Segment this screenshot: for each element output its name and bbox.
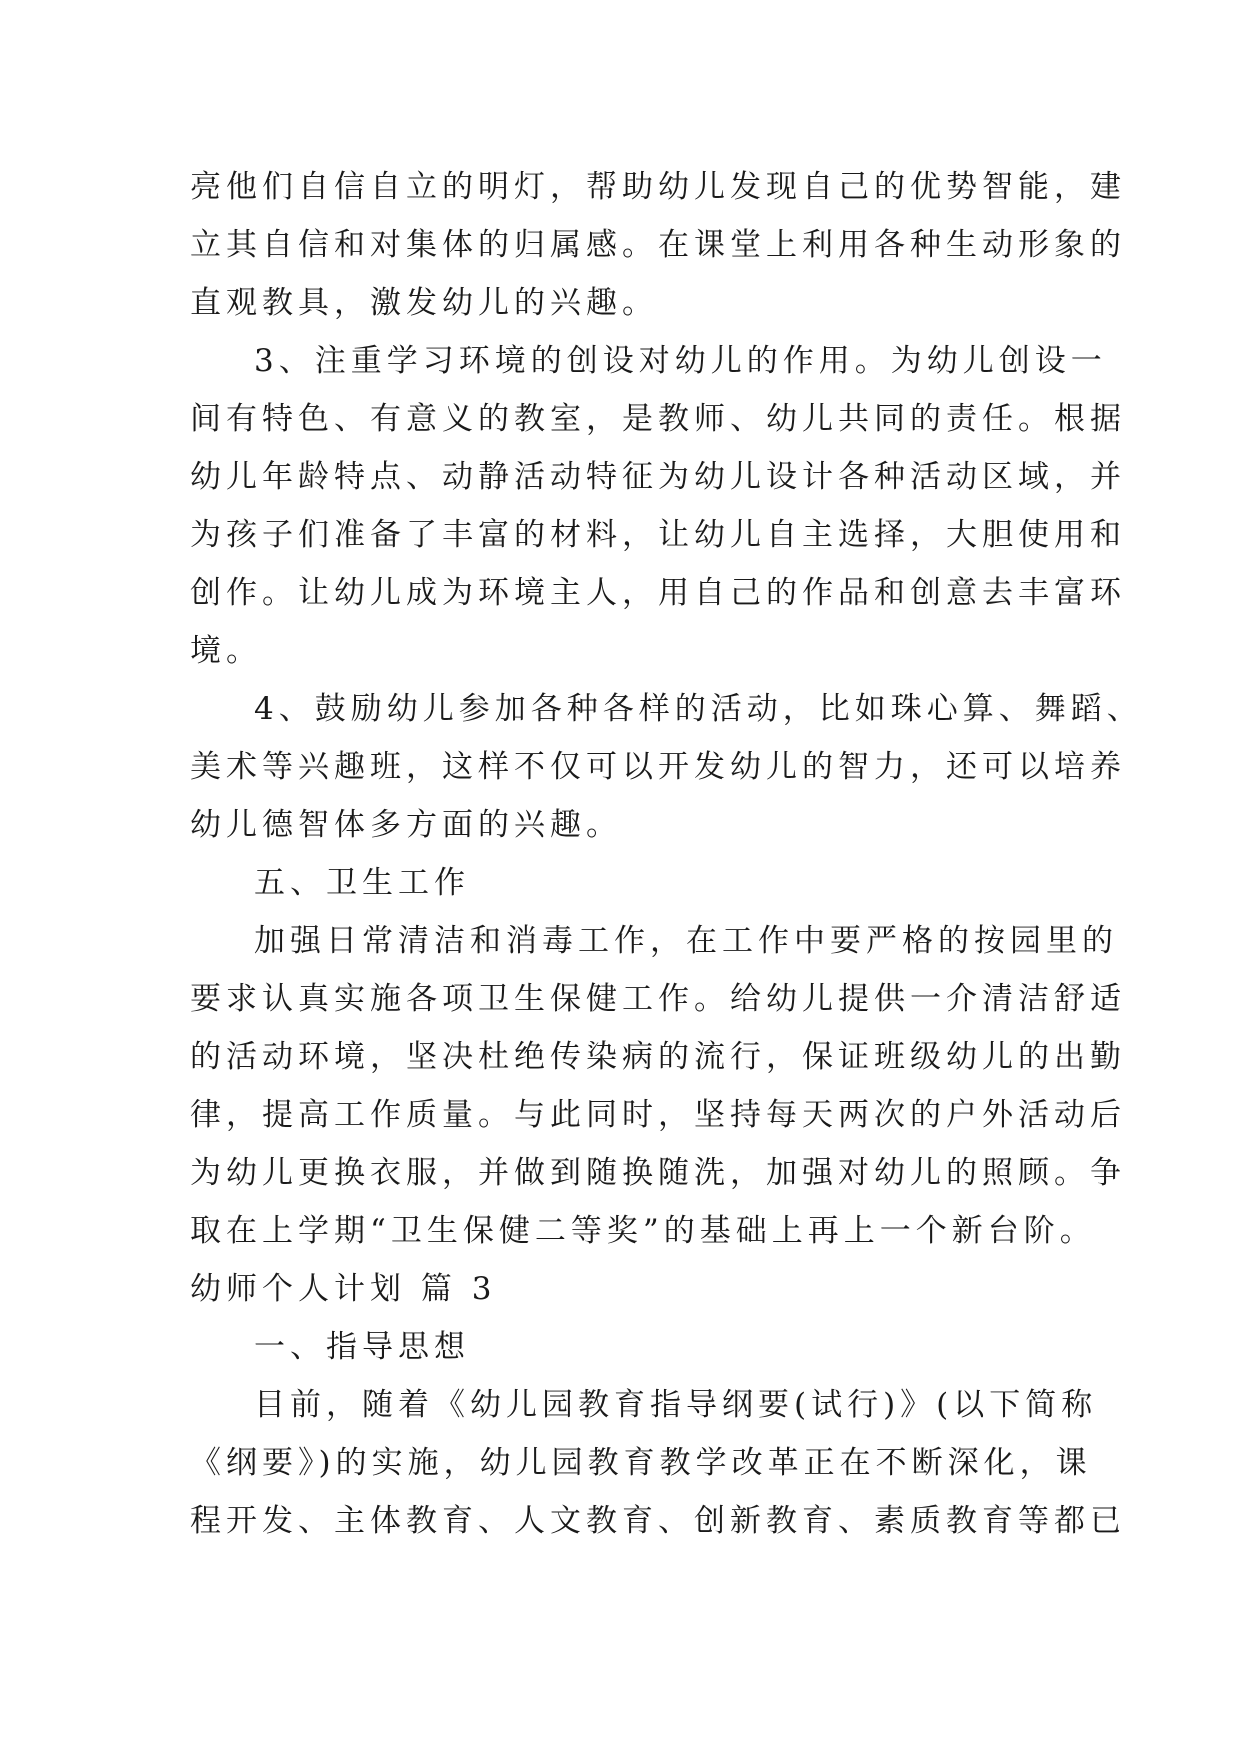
text-line: 幼儿年龄特点、动静活动特征为幼儿设计各种活动区域，并	[190, 459, 1126, 495]
text-line: 境。	[190, 633, 262, 669]
text-line: 幼儿德智体多方面的兴趣。	[190, 807, 622, 843]
text-line: 直观教具，激发幼儿的兴趣。	[190, 285, 658, 321]
text-line: 4、鼓励幼儿参加各种各样的活动，比如珠心算、舞蹈、	[254, 691, 1143, 727]
text-line: 创作。让幼儿成为环境主人，用自己的作品和创意去丰富环	[190, 575, 1126, 611]
chapter-title: 幼师个人计划 篇 3	[190, 1271, 497, 1307]
section-heading: 一、指导思想	[254, 1329, 470, 1365]
section-heading: 五、卫生工作	[254, 865, 470, 901]
text-line: 为孩子们准备了丰富的材料，让幼儿自主选择，大胆使用和	[190, 517, 1126, 553]
text-line: 目前，随着《幼儿园教育指导纲要(试行)》(以下简称	[254, 1387, 1098, 1423]
text-line: 《纲要》)的实施，幼儿园教育教学改革正在不断深化，课	[190, 1445, 1092, 1481]
text-line: 律，提高工作质量。与此同时，坚持每天两次的户外活动后	[190, 1097, 1126, 1133]
text-line: 立其自信和对集体的归属感。在课堂上利用各种生动形象的	[190, 227, 1126, 263]
text-line: 要求认真实施各项卫生保健工作。给幼儿提供一介清洁舒适	[190, 981, 1126, 1017]
text-line: 美术等兴趣班，这样不仅可以开发幼儿的智力，还可以培养	[190, 749, 1126, 785]
text-line: 间有特色、有意义的教室，是教师、幼儿共同的责任。根据	[190, 401, 1126, 437]
text-line: 取在上学期“卫生保健二等奖”的基础上再上一个新台阶。	[190, 1213, 1096, 1249]
text-line: 3、注重学习环境的创设对幼儿的作用。为幼儿创设一	[254, 343, 1107, 379]
text-line: 加强日常清洁和消毒工作，在工作中要严格的按园里的	[254, 923, 1118, 959]
text-line: 程开发、主体教育、人文教育、创新教育、素质教育等都已	[190, 1503, 1126, 1539]
text-line: 的活动环境，坚决杜绝传染病的流行，保证班级幼儿的出勤	[190, 1039, 1126, 1075]
document-body	[190, 158, 1143, 1550]
text-line: 亮他们自信自立的明灯，帮助幼儿发现自己的优势智能，建	[190, 169, 1126, 205]
text-line: 为幼儿更换衣服，并做到随换随洗，加强对幼儿的照顾。争	[190, 1155, 1126, 1191]
